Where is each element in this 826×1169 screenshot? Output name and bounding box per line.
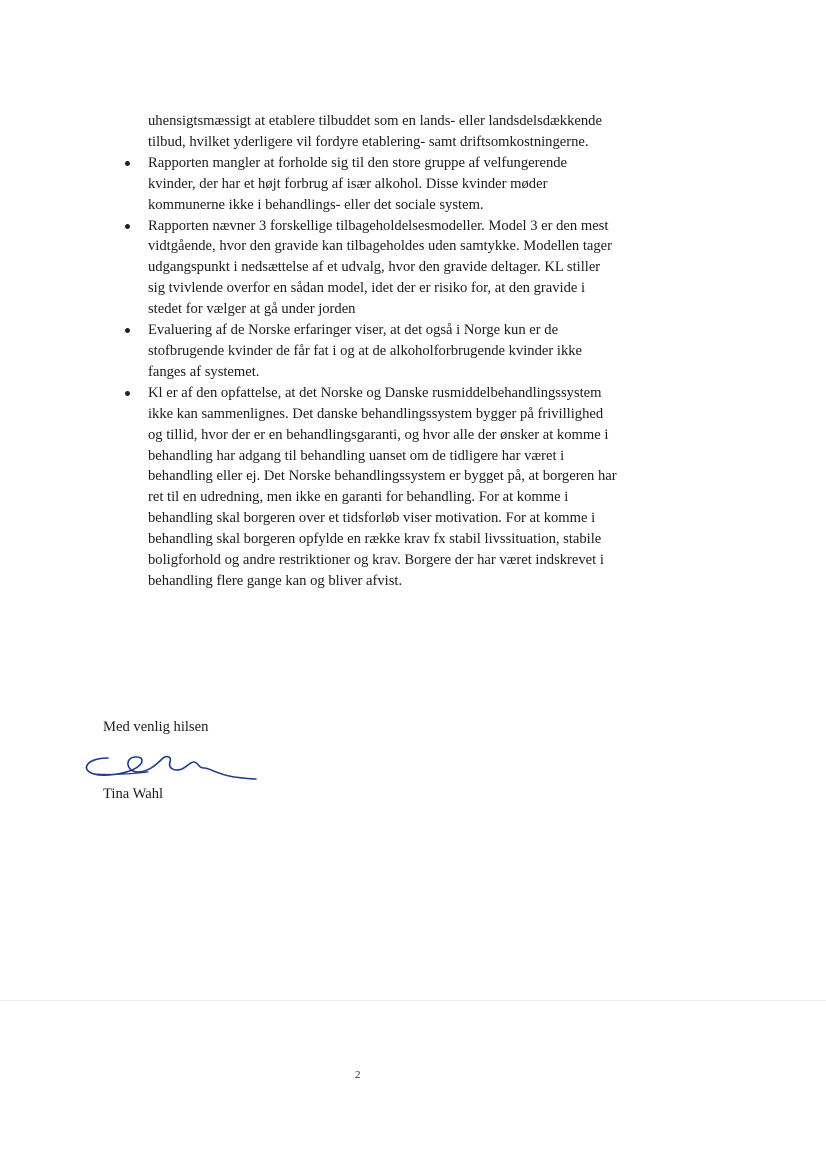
bullet-text: Evaluering af de Norske erfaringer viser, at det også i Norge kun er de stofbrugende kvinder de får fat i og at de alkoholforbrugende kvinder ikke fanges af systemet. [148,322,583,380]
bullet-text: Kl er af den opfattelse, at det Norske og Danske rusmiddelbehandlingssystem ikke kan sammenlignes. Det danske behandlingssystem bygger på frivillighed og tillid, hvor der er en behandlingsgaranti, og hvor alle der ønsker at komme i behandling har adgang til behandling uanset om de tidligere har været i behandling eller ej. Det Norske behandlingssystem er bygget på, at borgeren har ret til en udredning, men ikke en garanti for behandling. For at komme i behandling skal borgeren over et tidsforløb viser motivation. For at komme i behandling skal borgeren opfylde en række krav fx stabil livssituation, stabile boligforhold og andre restriktioner og krav. Borgere der har været indskrevet i behandling flere gange kan og bliver afvist. [148,384,617,589]
continued-paragraph: uhensigtsmæssigt at etablere tilbuddet som en lands- eller landsdelsdækkende tilbud, hvilket yderligere vil fordyre etablering- samt driftsomkostningerne. [148,113,602,150]
signer-name: Tina Wahl [103,786,164,802]
bullet-dot-icon [125,391,130,396]
bullet-dot-icon [125,224,130,229]
page-number: 2 [355,1069,361,1081]
bullet-item [148,320,618,383]
bullet-item [148,383,618,592]
scan-divider [0,1000,826,1001]
letter-body [148,111,618,592]
bullet-text: Rapporten mangler at forholde sig til den store gruppe af velfungerende kvinder, der har et højt forbrug af især alkohol. Disse kvinder møder kommunerne ikke i behandlings- eller det sociale system. [148,154,568,213]
closing-salutation: Med venlig hilsen [103,719,209,735]
handwritten-signature [78,748,263,788]
bullet-list [148,153,618,592]
bullet-text: Rapporten nævner 3 forskellige tilbageholdelsesmodeller. Model 3 er den mest vidtgående, hvor den gravide kan tilbageholdes uden samtykke. Modellen tager udgangspunkt i nedsættelse af et udvalg, hvor den gravide deltager. KL stiller sig tvivlende overfor en sådan model, idet der er risiko for, at den gravide i stedet for vælger at gå under jorden [148,217,613,318]
bullet-item [148,153,618,216]
bullet-dot-icon [125,328,130,333]
bullet-dot-icon [125,161,130,166]
bullet-item [148,216,618,321]
